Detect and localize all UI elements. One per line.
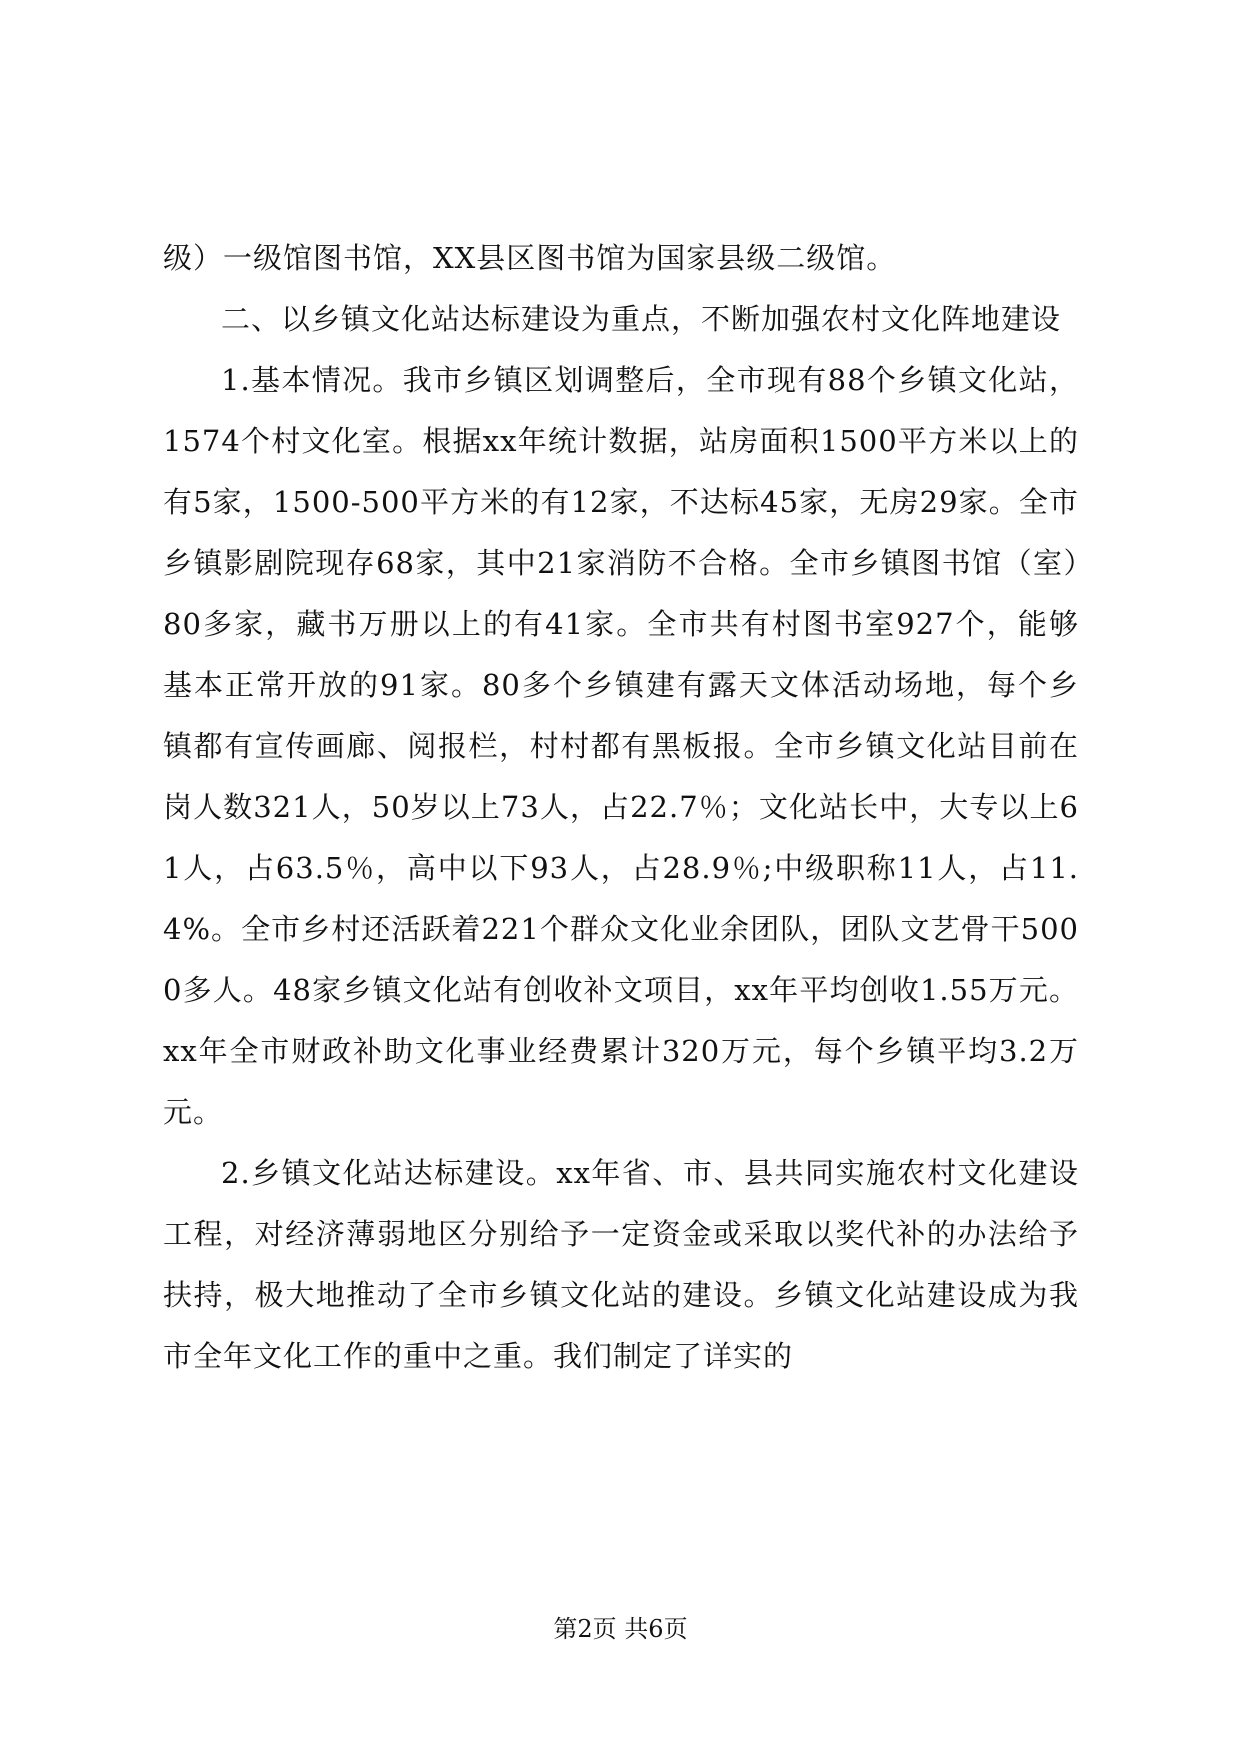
paragraph-continuation: 级）一级馆图书馆，XX县区图书馆为国家县级二级馆。 (163, 241, 897, 275)
section-heading: 二、以乡镇文化站达标建设为重点，不断加强农村文化阵地建设 (221, 302, 1062, 336)
paragraph-basic-situation: 1.基本情况。我市乡镇区划调整后，全市现有88个乡镇文化站，1574个村文化室。根据xx年统计数据，站房面积1500平方米以上的有5家，1500-500平方米的有12家，不达标45家，无房29家。全市乡镇影剧院现存68家，其中21家消防不合格。全市乡镇图书馆（室）80多家，藏书万册以上的有41家。全市共有村图书室927个，能够基本正常开放的91家。80多个乡镇建有露天文体活动场地，每个乡镇都有宣传画廊、阅报栏，村村都有黑板报。全市乡镇文化站目前在岗人数321人，50岁以上73人，占22.7％；文化站长中，大专以上61人，占63.5％，高中以下93人，占28.9％;中级职称11人，占11.4%。全市乡村还活跃着221个群众文化业余团队，团队文艺骨干5000多人。48家乡镇文化站有创收补文项目，xx年平均创收1.55万元。xx年全市财政补助文化事业经费累计320万元，每个乡镇平均3.2万元。 (163, 363, 1079, 1129)
body-text (163, 228, 1079, 1387)
paragraph-station-construction: 2.乡镇文化站达标建设。xx年省、市、县共同实施农村文化建设工程，对经济薄弱地区分别给予一定资金或采取以奖代补的办法给予扶持，极大地推动了全市乡镇文化站的建设。乡镇文化站建设成为我市全年文化工作的重中之重。我们制定了详实的 (163, 1156, 1079, 1373)
page-footer: 第2页 共6页 (553, 1615, 688, 1643)
